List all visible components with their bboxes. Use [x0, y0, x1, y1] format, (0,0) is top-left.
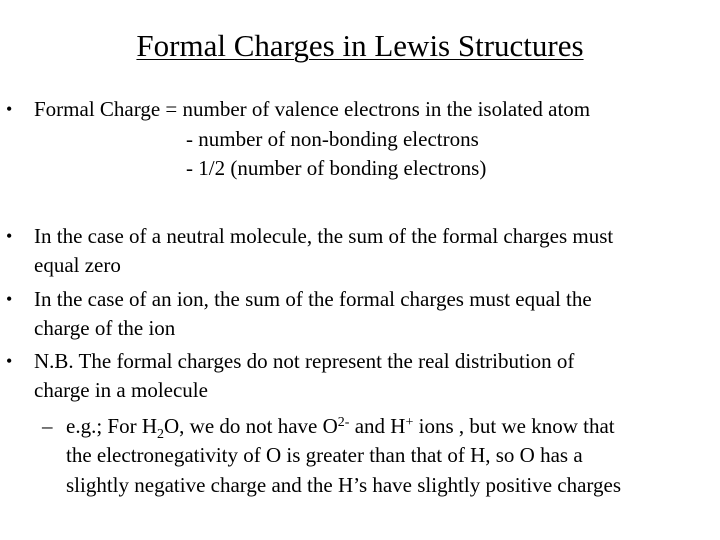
ion-line-1: In the case of an ion, the sum of the formal charges must equal the — [34, 287, 592, 311]
bullet-icon: • — [6, 226, 13, 246]
ion-line-2: charge of the ion — [34, 316, 176, 340]
example-text-part: O, we do not have O — [164, 414, 338, 438]
slide-title-text: Formal Charges in Lewis Structures — [136, 28, 584, 63]
bullet-icon: • — [6, 351, 13, 371]
definition-line-1: Formal Charge = number of valence electrons in the isolated atom — [34, 97, 591, 121]
definition-line-2: - number of non-bonding electrons — [186, 127, 479, 151]
example-superscript: 2- — [337, 415, 350, 430]
example-superscript: + — [405, 415, 414, 430]
example-subscript: 2 — [157, 427, 164, 442]
slide-title — [0, 26, 720, 66]
definition-line-3: - 1/2 (number of bonding electrons) — [186, 156, 487, 180]
nb-line-2: charge in a molecule — [34, 378, 208, 402]
example-text-part: e.g.; For H — [66, 414, 157, 438]
neutral-line-2: equal zero — [34, 253, 121, 277]
example-line-2: the electronegativity of O is greater than that of H, so O has a — [66, 443, 583, 467]
example-line-1 — [66, 411, 615, 441]
dash-bullet-icon: – — [42, 414, 53, 438]
example-text-part: and H — [349, 414, 406, 438]
bullet-icon: • — [6, 99, 13, 119]
nb-line-1: N.B. The formal charges do not represent the real distribution of — [34, 349, 575, 373]
neutral-line-1: In the case of a neutral molecule, the sum of the formal charges must — [34, 224, 614, 248]
example-line-3: slightly negative charge and the H’s have slightly positive charges — [66, 473, 622, 497]
bullet-icon: • — [6, 289, 13, 309]
example-text-part: ions , but we know that — [413, 414, 615, 438]
